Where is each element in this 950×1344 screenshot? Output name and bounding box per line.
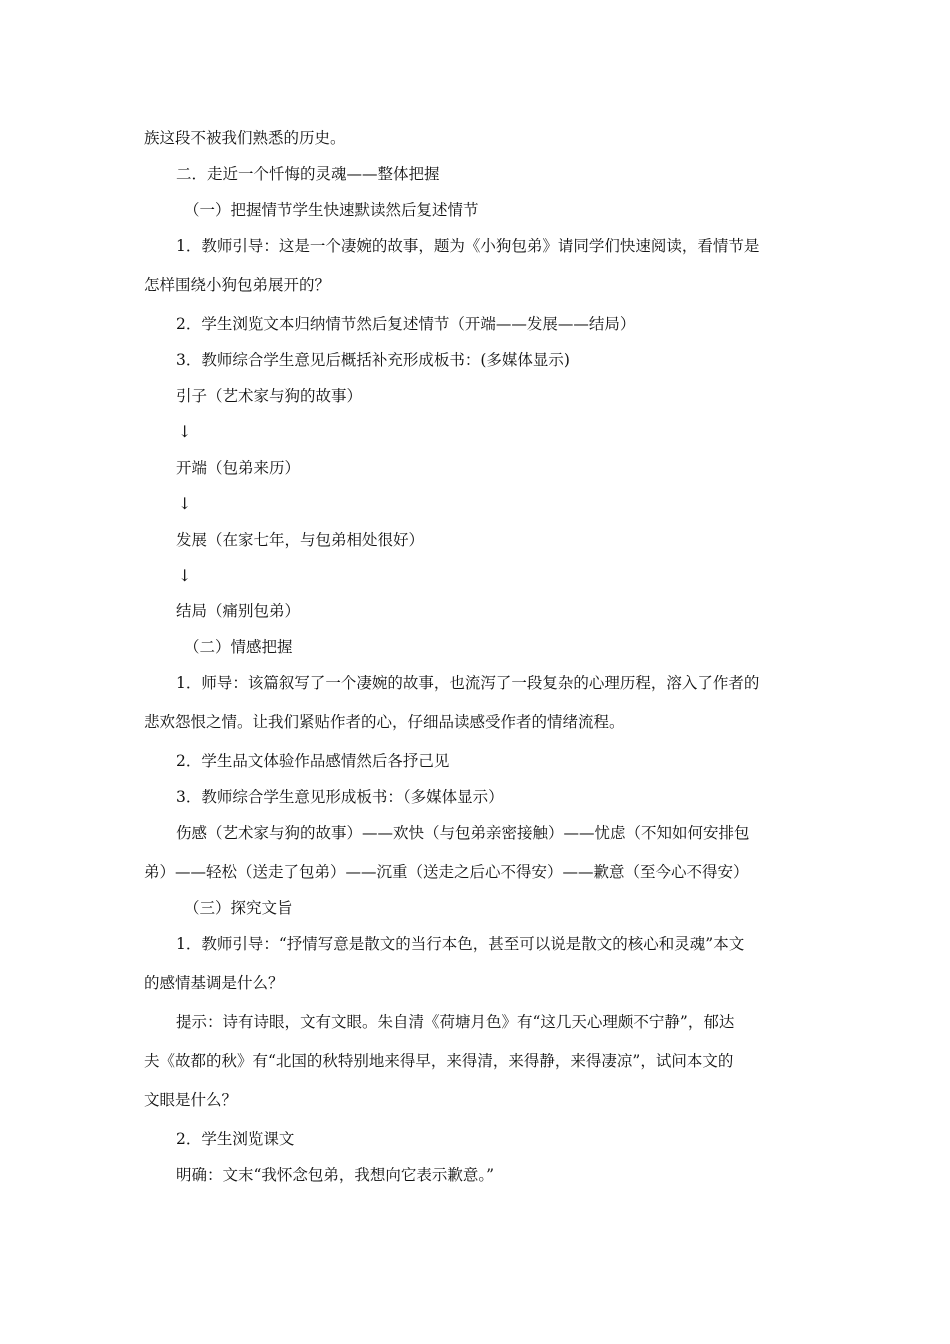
subsection-heading: （三）探究文旨 bbox=[184, 899, 293, 917]
plot-step: 发展（在家七年，与包弟相处很好） bbox=[176, 531, 425, 549]
emotion-flow: 弟）——轻松（送走了包弟）——沉重（送走之后心不得安）——歉意（至今心不得安） bbox=[144, 863, 749, 881]
text-line: 2．学生品文体验作品感情然后各抒己见 bbox=[176, 752, 450, 770]
text-line: 悲欢怨恨之情。让我们紧贴作者的心，仔细品读感受作者的情绪流程。 bbox=[144, 713, 625, 731]
text-line: 怎样围绕小狗包弟展开的？ bbox=[144, 276, 331, 294]
down-arrow-icon: ↓ bbox=[178, 422, 192, 441]
text-line: 1．师导：该篇叙写了一个凄婉的故事，也流泻了一段复杂的心理历程，溶入了作者的 bbox=[176, 674, 760, 692]
subsection-heading: （二）情感把握 bbox=[184, 638, 293, 656]
section-heading: 二．走近一个忏悔的灵魂——整体把握 bbox=[176, 165, 440, 183]
text-line: 的感情基调是什么？ bbox=[144, 974, 284, 992]
text-line: 族这段不被我们熟悉的历史。 bbox=[144, 129, 346, 147]
plot-step: 引子（艺术家与狗的故事） bbox=[176, 387, 363, 405]
text-line: 1．教师引导：这是一个凄婉的故事，题为《小狗包弟》请同学们快速阅读，看情节是 bbox=[176, 237, 760, 255]
text-line: 夫《故都的秋》有“北国的秋特别地来得早，来得清，来得静，来得凄凉”，试问本文的 bbox=[144, 1052, 734, 1070]
text-line: 2．学生浏览文本归纳情节然后复述情节（开端——发展——结局） bbox=[176, 315, 636, 333]
plot-step: 结局（痛别包弟） bbox=[176, 602, 301, 620]
text-line: 3．教师综合学生意见形成板书：（多媒体显示） bbox=[176, 788, 504, 806]
subsection-heading: （一）把握情节学生快速默读然后复述情节 bbox=[184, 201, 479, 219]
down-arrow-icon: ↓ bbox=[178, 494, 192, 513]
text-line: 1．教师引导：“抒情写意是散文的当行本色，甚至可以说是散文的核心和灵魂”本文 bbox=[176, 935, 745, 953]
text-line: 文眼是什么？ bbox=[144, 1091, 238, 1109]
text-line: 提示：诗有诗眼，文有文眼。朱自清《荷塘月色》有“这几天心理颇不宁静”，郁达 bbox=[176, 1013, 735, 1031]
plot-step: 开端（包弟来历） bbox=[176, 459, 301, 477]
text-line: 明确：文末“我怀念包弟，我想向它表示歉意。” bbox=[176, 1166, 495, 1184]
text-line: 2．学生浏览课文 bbox=[176, 1130, 295, 1148]
emotion-flow: 伤感（艺术家与狗的故事）——欢快（与包弟亲密接触）——忧虑（不知如何安排包 bbox=[176, 824, 750, 842]
text-line: 3．教师综合学生意见后概括补充形成板书：(多媒体显示) bbox=[176, 351, 570, 369]
down-arrow-icon: ↓ bbox=[178, 566, 192, 585]
